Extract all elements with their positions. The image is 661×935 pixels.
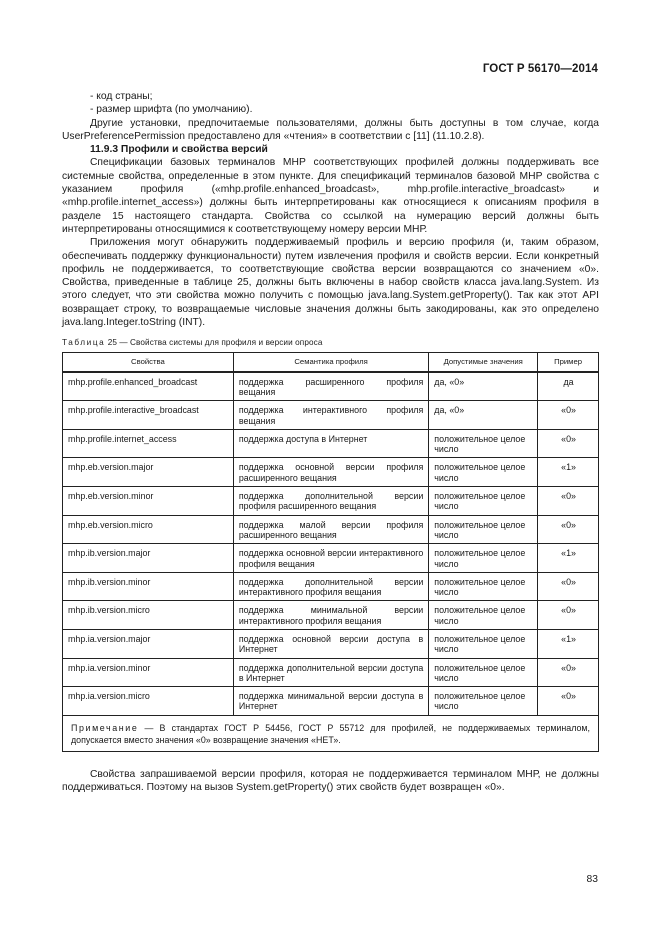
property-cell: mhp.ia.version.minor — [63, 658, 234, 687]
property-cell: mhp.eb.version.major — [63, 458, 234, 487]
example-cell: да — [538, 372, 599, 401]
example-cell: «1» — [538, 629, 599, 658]
semantics-cell: поддержка интерактивного профиля вещания — [233, 401, 428, 430]
allowed-values-cell: да, «0» — [429, 401, 538, 430]
allowed-values-cell: да, «0» — [429, 372, 538, 401]
column-header-semantics: Семантика профиля — [233, 353, 428, 372]
property-cell: mhp.ib.version.major — [63, 544, 234, 573]
example-cell: «0» — [538, 515, 599, 544]
table-row — [63, 372, 599, 401]
other-settings-paragraph: Другие установки, предпочитаемые пользователями, должны быть доступны в том случае, когда UserPreferencePermission предоставлено для «чтения» в соответствии с [11] (11.10.2.8). — [62, 117, 599, 142]
property-cell: mhp.profile.interactive_broadcast — [63, 401, 234, 430]
table-row — [63, 601, 599, 630]
table-row — [63, 487, 599, 516]
property-cell: mhp.eb.version.micro — [63, 515, 234, 544]
table-row — [63, 572, 599, 601]
table-caption — [62, 338, 599, 347]
example-cell: «0» — [538, 572, 599, 601]
semantics-cell: поддержка минимальной версии интерактивного профиля вещания — [233, 601, 428, 630]
table-row — [63, 687, 599, 716]
table-caption-text: 25 — Свойства системы для профиля и версии опроса — [107, 338, 323, 348]
semantics-cell: поддержка основной версии профиля расширенного вещания — [233, 458, 428, 487]
allowed-values-cell: положительное целое число — [429, 458, 538, 487]
allowed-values-cell: положительное целое число — [429, 687, 538, 716]
bullet-font-size: - размер шрифта (по умолчанию). — [90, 104, 253, 116]
table-row — [63, 401, 599, 430]
semantics-cell: поддержка минимальной версии доступа в Интернет — [233, 687, 428, 716]
semantics-cell: поддержка дополнительной версии доступа в Интернет — [233, 658, 428, 687]
semantics-cell: поддержка малой версии профиля расширенного вещания — [233, 515, 428, 544]
property-cell: mhp.profile.internet_access — [63, 429, 234, 458]
example-cell: «1» — [538, 544, 599, 573]
example-cell: «0» — [538, 487, 599, 516]
property-cell: mhp.ia.version.major — [63, 629, 234, 658]
page-number: 83 — [586, 874, 598, 885]
example-cell: «0» — [538, 401, 599, 430]
semantics-cell: поддержка дополнительной версии интерактивного профиля вещания — [233, 572, 428, 601]
table-note-text: — В стандартах ГОСТ Р 54456, ГОСТ Р 55712 для профилей, не поддерживаемых терминалом, допускается вместо значения «0» возвращение значения «НЕТ». — [71, 722, 590, 746]
property-cell: mhp.ia.version.micro — [63, 687, 234, 716]
semantics-cell: поддержка расширенного профиля вещания — [233, 372, 428, 401]
table-note — [63, 715, 599, 751]
property-cell: mhp.profile.enhanced_broadcast — [63, 372, 234, 401]
example-cell: «0» — [538, 429, 599, 458]
table-row — [63, 515, 599, 544]
closing-paragraph: Свойства запрашиваемой версии профиля, которая не поддерживается терминалом МНР, не должны поддерживаться. Поэтому на вызов System.getProperty() этих свойств будет возвращен «0». — [62, 768, 599, 794]
example-cell: «0» — [538, 601, 599, 630]
table-row — [63, 629, 599, 658]
table-row — [63, 658, 599, 687]
example-cell: «0» — [538, 658, 599, 687]
document-header: ГОСТ Р 56170—2014 — [482, 63, 598, 75]
table-header-row — [63, 353, 599, 372]
allowed-values-cell: положительное целое число — [429, 601, 538, 630]
property-cell: mhp.ib.version.minor — [63, 572, 234, 601]
allowed-values-cell: положительное целое число — [429, 429, 538, 458]
allowed-values-cell: положительное целое число — [429, 572, 538, 601]
page-content — [62, 90, 599, 794]
semantics-cell: поддержка основной версии доступа в Интернет — [233, 629, 428, 658]
allowed-values-cell: положительное целое число — [429, 487, 538, 516]
section-paragraph-2: Приложения могут обнаружить поддерживаемый профиль и версию профиля (и, таким образом, обеспечивать поддержку функциональности) путем извлечения профиля и свойств версии. Если конкретный профиль не поддерживается, то соответствующие свойства версии возвращаются со значением «0». Свойства, приведенные в таблице 25, должны быть включены в набор свойств класса java.lang.System. Из этого следует, что эти свойства можно получить с помощью java.lang.System.getProperty(). Так как этот API возвращает строку, то возвращаемые числовые значения должны быть закодированы, как это определено java.lang.Integer.toString (INT). — [62, 237, 599, 329]
section-paragraph-1: Спецификации базовых терминалов МНР соответствующих профилей должны поддерживать все системные свойства, определенные в этом пункте. Для спецификаций терминалов базовой МНР свойства с указанием профиля («mhp.profile.enhanced_broadcast», mhp.profile.interactive_broadcast» и «mhp.profile.internet_access») должны быть интерпретированы как относящиеся к описаниям профиля в разделе 15 настоящего стандарта. Свойства со ссылкой на нумерацию версий должны быть интерпретированы относящимися к соответствующему номеру версии МНР. — [62, 157, 599, 235]
property-cell: mhp.ib.version.micro — [63, 601, 234, 630]
table-row — [63, 458, 599, 487]
example-cell: «1» — [538, 458, 599, 487]
allowed-values-cell: положительное целое число — [429, 629, 538, 658]
allowed-values-cell: положительное целое число — [429, 658, 538, 687]
semantics-cell: поддержка доступа в Интернет — [233, 429, 428, 458]
allowed-values-cell: положительное целое число — [429, 515, 538, 544]
properties-table — [62, 352, 599, 751]
table-caption-label: Таблица — [62, 338, 106, 348]
column-header-properties: Свойства — [63, 353, 234, 372]
column-header-example: Пример — [538, 353, 599, 372]
section-heading: 11.9.3 Профили и свойства версий — [90, 144, 268, 156]
table-row — [63, 544, 599, 573]
allowed-values-cell: положительное целое число — [429, 544, 538, 573]
semantics-cell: поддержка дополнительной версии профиля расширенного вещания — [233, 487, 428, 516]
bullet-country-code: - код страны; — [90, 91, 153, 102]
property-cell: mhp.eb.version.minor — [63, 487, 234, 516]
example-cell: «0» — [538, 687, 599, 716]
column-header-allowed-values: Допустимые значения — [429, 353, 538, 372]
table-row — [63, 429, 599, 458]
table-note-label: Примечание — [71, 722, 139, 733]
semantics-cell: поддержка основной версии интерактивного профиля вещания — [233, 544, 428, 573]
